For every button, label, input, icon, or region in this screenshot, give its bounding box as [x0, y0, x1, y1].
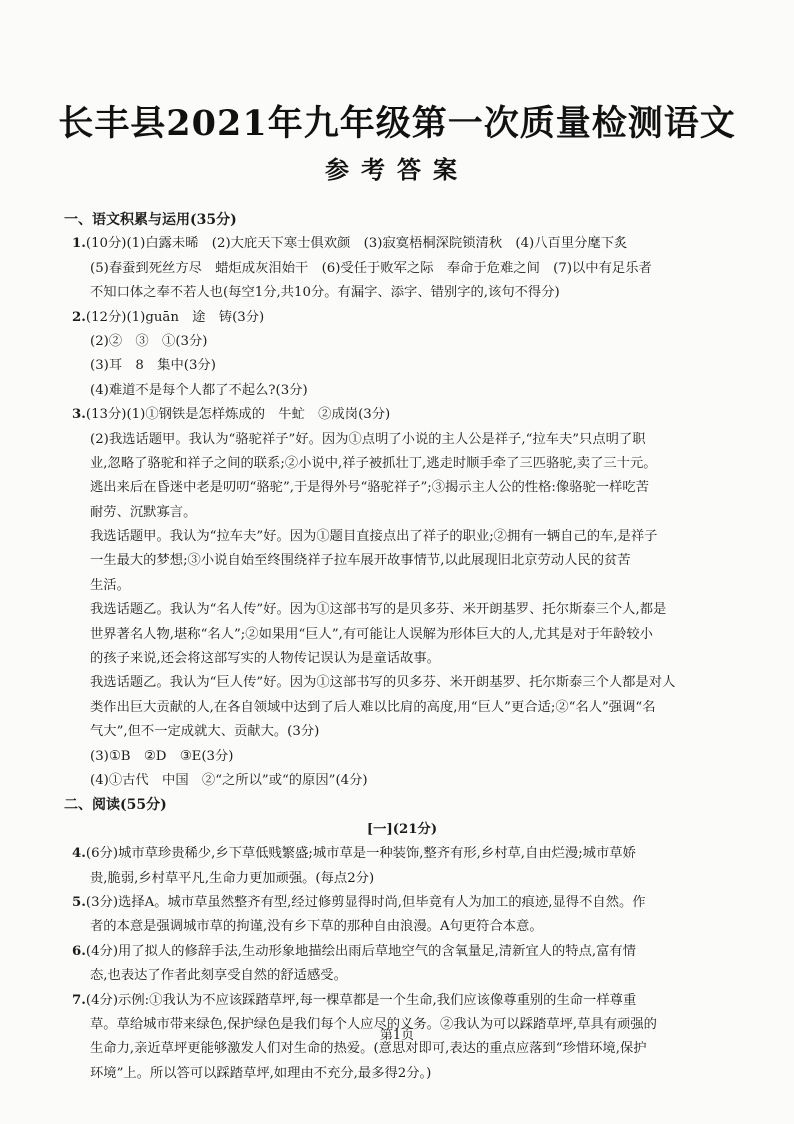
question-number: 5. — [72, 894, 86, 910]
answer-text: (10分)(1)白露未晞 (2)大庇天下寒士俱欢颜 (3)寂寞梧桐深院锁清秋 (4)八百里分麾下炙 — [85, 236, 628, 252]
answer-text: (13分)(1)①钢铁是怎样炼成的 牛虻 ②成岗(3分) — [85, 407, 391, 423]
answer-line: 生活。 — [90, 577, 130, 593]
section-heading: 一、语文积累与运用(35分) — [64, 212, 237, 228]
page-subtitle: 参考答案 — [325, 155, 469, 184]
answer-line: 气大”,但不一定成就大、贡献大。(3分) — [90, 724, 320, 740]
answer-line: 我选话题乙。我认为“巨人传”好。因为①这部书写的贝多芬、米开朗基罗、托尔斯泰三个人都是对人 — [90, 675, 676, 691]
answer-line: 一生最大的梦想;③小说自始至终围绕祥子拉车展开故事情节,以此展现旧北京劳动人民的贫苦 — [90, 553, 631, 569]
page-title: 长丰县2021年九年级第一次质量检测语文 — [58, 103, 736, 144]
answer-line: (3)耳 8 集中(3分) — [90, 358, 216, 374]
answer-item — [72, 403, 732, 427]
answer-body — [64, 208, 732, 1086]
answer-line: 耐劳、沉默寡言。 — [90, 504, 197, 520]
answer-line: 我选话题乙。我认为“名人传”好。因为①这部书写的是贝多芬、米开朗基罗、托尔斯泰三个人,都是 — [90, 602, 667, 618]
answer-line: (4)①古代 中国 ②“之所以”或“的原因”(4分) — [90, 772, 368, 788]
question-number: 2. — [72, 309, 86, 325]
question-number: 1. — [72, 236, 86, 252]
answer-item — [72, 842, 732, 866]
answer-line: 贵,脆弱,乡村草平凡,生命力更加顽强。(每点2分) — [90, 870, 375, 886]
answer-line: 的孩子来说,还会将这部写实的人物传记误认为是童话故事。 — [90, 651, 440, 667]
answer-item — [72, 891, 732, 915]
question-number: 3. — [72, 407, 86, 423]
answer-line: 生命力,亲近草坪更能够激发人们对生命的热爱。(意思对即可,表达的重点应落到“珍惜环境,保护 — [90, 1041, 647, 1057]
answer-line: (5)春蚕到死丝方尽 蜡炬成灰泪始干 (6)受任于败军之际 奉命于危难之间 (7)以中有足乐者 — [90, 260, 652, 276]
answer-line: 态,也表达了作者此刻享受自然的舒适感受。 — [90, 968, 347, 984]
answer-item — [72, 232, 732, 256]
answer-line: 逃出来后在昏迷中老是叨叨“骆驼”,于是得外号“骆驼祥子”;③揭示主人公的性格:像骆驼一样吃苦 — [90, 480, 649, 496]
question-number: 4. — [72, 846, 86, 862]
answer-line: 环境”上。所以答可以踩踏草坪,如理由不充分,最多得2分。) — [90, 1065, 432, 1081]
question-number: 6. — [72, 943, 86, 959]
page-number: 第1页 — [379, 1028, 415, 1043]
answer-line: 者的本意是强调城市草的拘谨,没有乡下草的那种自由浪漫。A句更符合本意。 — [90, 919, 543, 935]
answer-text: (12分)(1)guān 途 铸(3分) — [85, 309, 265, 325]
answer-text: (6分)城市草珍贵稀少,乡下草低贱繁盛;城市草是一种装饰,整齐有形,乡村草,自由烂漫;城市草娇 — [85, 846, 636, 862]
answer-item — [72, 989, 732, 1013]
answer-line: (4)难道不是每个人都了不起么?(3分) — [90, 382, 308, 398]
answer-item — [72, 306, 732, 330]
subsection-heading: [一](21分) — [366, 821, 438, 837]
answer-line: (2)我选话题甲。我认为“骆驼祥子”好。因为①点明了小说的主人公是祥子,“拉车夫”只点明了职 — [90, 431, 646, 447]
section-heading: 二、阅读(55分) — [64, 797, 167, 814]
answer-line: 类作出巨大贡献的人,在各自领域中达到了后人难以比肩的高度,用“巨人”更合适;②“名人”强调“名 — [90, 699, 656, 715]
answer-text: (4分)用了拟人的修辞手法,生动形象地描绘出雨后草地空气的含氧量足,清新宜人的特点,富有情 — [85, 943, 636, 959]
answer-line: (2)② ③ ①(3分) — [90, 333, 208, 349]
answer-text: (3分)选择A。城市草虽然整齐有型,经过修剪显得时尚,但毕竟有人为加工的痕迹,显得不自然。作 — [85, 894, 646, 910]
answer-line: 不知口体之奉不若人也(每空1分,共10分。有漏字、添字、错别字的,该句不得分) — [90, 285, 560, 301]
answer-text: (4分)示例:①我认为不应该踩踏草坪,每一棵草都是一个生命,我们应该像尊重别的生命一样尊重 — [85, 992, 637, 1008]
answer-line: 业,忽略了骆驼和祥子之间的联系;②小说中,祥子被抓壮丁,逃走时顺手牵了三匹骆驼,卖了三十元。 — [90, 455, 657, 471]
answer-line: (3)①B ②D ③E(3分) — [90, 748, 234, 764]
answer-line: 世界著名人物,堪称“名人”;②如果用“巨人”,有可能让人误解为形体巨大的人,尤其是对于年龄较小 — [90, 626, 653, 642]
answer-item — [72, 940, 732, 964]
answer-line: 我选话题甲。我认为“拉车夫”好。因为①题目直接点出了祥子的职业;②拥有一辆自己的车,是祥子 — [90, 529, 658, 545]
answer-line: 草。草给城市带来绿色,保护绿色是我们每个人应尽的义务。②我认为可以踩踏草坪,草具有顽强的 — [90, 1016, 657, 1032]
question-number: 7. — [72, 992, 86, 1008]
